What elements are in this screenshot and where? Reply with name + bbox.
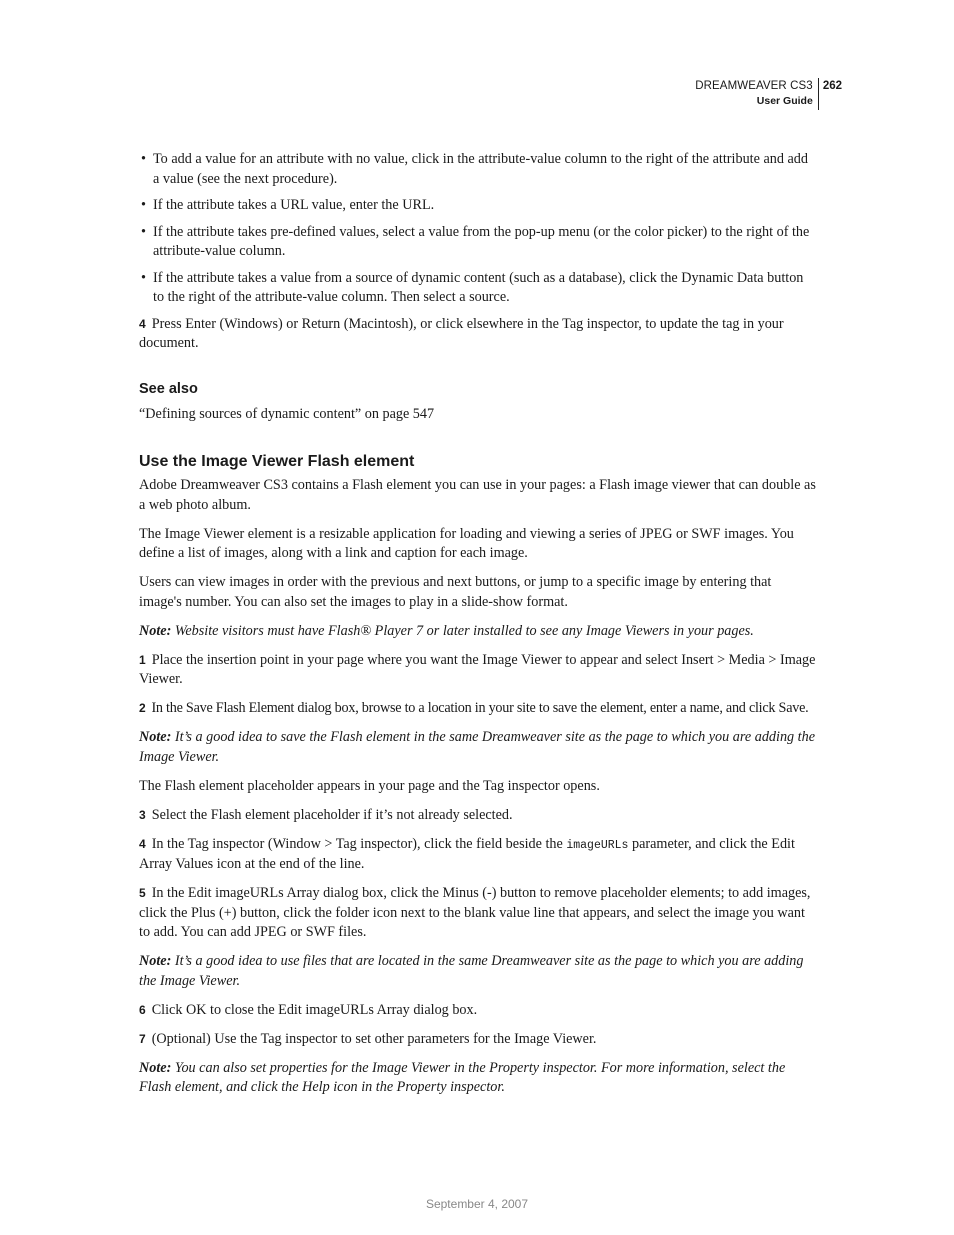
bullet-item bbox=[139, 150, 817, 189]
note-label: Note: bbox=[139, 622, 172, 639]
step-text: Place the insertion point in your page where you want the Image Viewer to appear and select Insert > Media > Image Viewer. bbox=[139, 651, 816, 687]
step-number: 6 bbox=[139, 1002, 146, 1017]
intro-paragraph: Adobe Dreamweaver CS3 contains a Flash element you can use in your pages: a Flash image viewer that can double as a web photo album. bbox=[139, 477, 816, 513]
step-7 bbox=[139, 1030, 817, 1050]
code-image-urls: imageURLs bbox=[566, 838, 629, 852]
bullet-text: If the attribute takes a value from a source of dynamic content (such as a database), click the Dynamic Data button to the right of the attribute-value column. Then select a source. bbox=[153, 269, 804, 305]
placeholder-paragraph: The Flash element placeholder appears in your page and the Tag inspector opens. bbox=[139, 777, 600, 794]
step-text: Select the Flash element placeholder if it’s not already selected. bbox=[151, 806, 513, 823]
note-label: Note: bbox=[139, 953, 172, 969]
note-text: Website visitors must have Flash® Player 7 or later installed to see any Image Viewers in your pages. bbox=[174, 622, 754, 639]
note-files-location bbox=[139, 952, 817, 991]
see-also-link[interactable]: “Defining sources of dynamic content” on page 547 bbox=[139, 405, 435, 422]
see-also-heading: See also bbox=[139, 380, 198, 397]
note-text: You can also set properties for the Image Viewer in the Property inspector. For more information, select the Flash element, and click the Help icon in the Property inspector. bbox=[139, 1059, 786, 1095]
bullet-dot: • bbox=[141, 151, 146, 167]
bullet-item bbox=[139, 196, 817, 216]
step-1 bbox=[139, 651, 817, 690]
step-number: 1 bbox=[139, 652, 146, 667]
page-content bbox=[139, 150, 817, 1107]
step-number: 7 bbox=[139, 1031, 146, 1046]
step-text: Click OK to close the Edit imageURLs Array dialog box. bbox=[151, 1001, 478, 1018]
product-name: DREAMWEAVER CS3 bbox=[695, 80, 813, 92]
guide-name: User Guide bbox=[756, 95, 813, 107]
note-text: It’s a good idea to save the Flash element in the same Dreamweaver site as the page to which you are adding the Image Viewer. bbox=[139, 729, 816, 765]
note-text: It’s a good idea to use files that are located in the same Dreamweaver site as the page to which you are adding the Image Viewer. bbox=[139, 953, 804, 989]
step-text: In the Save Flash Element dialog box, browse to a location in your site to save the element, enter a name, and click Save. bbox=[151, 700, 809, 716]
bullet-item bbox=[139, 223, 817, 262]
bullet-text: If the attribute takes pre-defined values, select a value from the pop-up menu (or the color picker) to the right of the attribute-value column. bbox=[153, 223, 810, 259]
step-number: 3 bbox=[139, 807, 146, 822]
step-4-update-tag bbox=[139, 315, 817, 354]
step-3 bbox=[139, 806, 817, 826]
bullet-text: If the attribute takes a URL value, enter the URL. bbox=[153, 197, 435, 213]
page-number: 262 bbox=[822, 80, 842, 92]
bullet-dot: • bbox=[141, 223, 146, 240]
step-text-before: In the Tag inspector (Window > Tag inspector), click the field beside the bbox=[151, 835, 567, 852]
step-number: 5 bbox=[139, 886, 146, 900]
step-number: 2 bbox=[139, 701, 146, 715]
running-header bbox=[695, 78, 842, 110]
bullet-dot: • bbox=[141, 269, 146, 286]
note-label: Note: bbox=[139, 1059, 172, 1076]
note-flash-player bbox=[139, 622, 817, 642]
step-4 bbox=[139, 835, 817, 875]
note-property-inspector bbox=[139, 1059, 817, 1098]
note-label: Note: bbox=[139, 729, 172, 745]
bullet-dot: • bbox=[141, 197, 146, 213]
step-text-after: parameter, and click the Edit Array Values icon at the end of the line. bbox=[139, 835, 795, 872]
step-text: (Optional) Use the Tag inspector to set other parameters for the Image Viewer. bbox=[151, 1030, 597, 1047]
section-heading: Use the Image Viewer Flash element bbox=[139, 453, 415, 470]
bullet-item bbox=[139, 269, 817, 308]
description-paragraph: The Image Viewer element is a resizable application for loading and viewing a series of JPEG or SWF images. You define a list of images, along with a link and caption for each image. bbox=[139, 525, 794, 561]
step-number: 4 bbox=[139, 836, 146, 851]
step-text: In the Edit imageURLs Array dialog box, click the Minus (-) button to remove placeholder elements; to add images, click the Plus (+) button, click the folder icon next to the blank value line that appears, and select the image you want to add. You can add JPEG or SWF files. bbox=[139, 885, 811, 940]
step-text: Press Enter (Windows) or Return (Macintosh), or click elsewhere in the Tag inspector, to update the tag in your document. bbox=[139, 315, 784, 351]
step-6 bbox=[139, 1001, 817, 1021]
note-same-site bbox=[139, 728, 817, 767]
step-5 bbox=[139, 884, 817, 943]
usage-paragraph: Users can view images in order with the previous and next buttons, or jump to a specific image by entering that image's number. You can also set the images to play in a slide-show format. bbox=[139, 574, 772, 610]
bullet-text: To add a value for an attribute with no value, click in the attribute-value column to the right of the attribute and add a value (see the next procedure). bbox=[153, 151, 808, 187]
step-number: 4 bbox=[139, 316, 146, 331]
header-text bbox=[695, 78, 819, 110]
footer-date: September 4, 2007 bbox=[425, 1197, 529, 1211]
step-2 bbox=[139, 699, 817, 719]
